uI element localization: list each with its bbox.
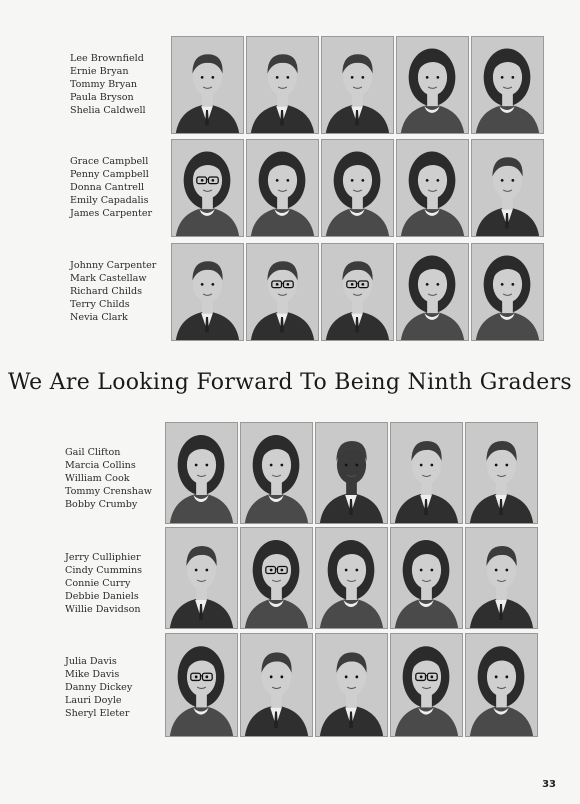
- student-portrait: [390, 633, 463, 737]
- student-name: Lee Brownfield: [70, 53, 144, 64]
- student-portrait: [165, 633, 238, 737]
- student-name: Richard Childs: [70, 286, 143, 297]
- class-group-3: [0, 243, 580, 343]
- name-list: [70, 52, 146, 117]
- student-name: Donna Cantrell: [70, 182, 145, 193]
- page-headline: We Are Looking Forward To Being Ninth Graders: [7, 370, 573, 395]
- class-group-1: [0, 36, 580, 136]
- photo-row: [165, 422, 538, 524]
- student-portrait: [315, 527, 388, 629]
- student-portrait: [321, 36, 394, 134]
- student-name: Marcia Collins: [65, 460, 136, 471]
- student-portrait: [465, 527, 538, 629]
- student-name: Connie Curry: [65, 578, 131, 589]
- student-name: Grace Campbell: [70, 156, 149, 167]
- student-portrait: [396, 139, 469, 237]
- name-list: [65, 446, 152, 511]
- student-portrait: [171, 243, 244, 341]
- student-portrait: [240, 633, 313, 737]
- student-name: Danny Dickey: [65, 682, 133, 693]
- student-name: Tommy Crenshaw: [65, 486, 152, 497]
- class-group-6: [0, 633, 580, 733]
- student-portrait: [240, 527, 313, 629]
- class-group-2: [0, 139, 580, 239]
- student-name: Penny Campbell: [70, 169, 149, 180]
- student-name: Cindy Cummins: [65, 565, 143, 576]
- student-name: Julia Davis: [65, 656, 117, 667]
- student-name: Bobby Crumby: [65, 499, 138, 510]
- student-portrait: [471, 243, 544, 341]
- student-name: Mark Castellaw: [70, 273, 147, 284]
- photo-row: [171, 243, 544, 341]
- student-name: Tommy Bryan: [70, 79, 138, 90]
- page-number: 33: [542, 779, 556, 790]
- photo-row: [171, 36, 544, 134]
- name-list: [65, 551, 142, 616]
- photo-row: [165, 527, 538, 629]
- name-list: [70, 155, 152, 220]
- student-portrait: [471, 139, 544, 237]
- class-group-4: [0, 422, 580, 522]
- student-name: Mike Davis: [65, 669, 120, 680]
- student-name: Emily Capadalis: [70, 195, 149, 206]
- student-portrait: [240, 422, 313, 524]
- student-name: Johnny Carpenter: [70, 260, 157, 271]
- class-group-5: [0, 527, 580, 627]
- name-list: [70, 259, 156, 324]
- photo-row: [165, 633, 538, 737]
- student-name: Ernie Bryan: [70, 66, 129, 77]
- student-portrait: [396, 243, 469, 341]
- student-portrait: [315, 633, 388, 737]
- student-portrait: [165, 527, 238, 629]
- student-name: Lauri Doyle: [65, 695, 122, 706]
- student-name: Nevia Clark: [70, 312, 128, 323]
- student-portrait: [165, 422, 238, 524]
- student-name: Terry Childs: [70, 299, 130, 310]
- student-name: Jerry Culliphier: [65, 552, 141, 563]
- student-portrait: [465, 633, 538, 737]
- student-name: Sheryl Eleter: [65, 708, 130, 719]
- student-portrait: [246, 243, 319, 341]
- student-portrait: [171, 36, 244, 134]
- student-portrait: [321, 139, 394, 237]
- student-name: Shelia Caldwell: [70, 105, 146, 116]
- student-portrait: [465, 422, 538, 524]
- student-portrait: [315, 422, 388, 524]
- student-portrait: [321, 243, 394, 341]
- student-name: Willie Davidson: [65, 604, 141, 615]
- student-portrait: [246, 36, 319, 134]
- student-name: William Cook: [65, 473, 130, 484]
- student-name: Gail Clifton: [65, 447, 121, 458]
- name-list: [65, 655, 132, 720]
- student-portrait: [246, 139, 319, 237]
- student-portrait: [390, 527, 463, 629]
- student-name: James Carpenter: [70, 208, 153, 219]
- photo-row: [171, 139, 544, 237]
- student-name: Paula Bryson: [70, 92, 134, 103]
- student-portrait: [390, 422, 463, 524]
- student-name: Debbie Daniels: [65, 591, 139, 602]
- student-portrait: [396, 36, 469, 134]
- student-portrait: [171, 139, 244, 237]
- student-portrait: [471, 36, 544, 134]
